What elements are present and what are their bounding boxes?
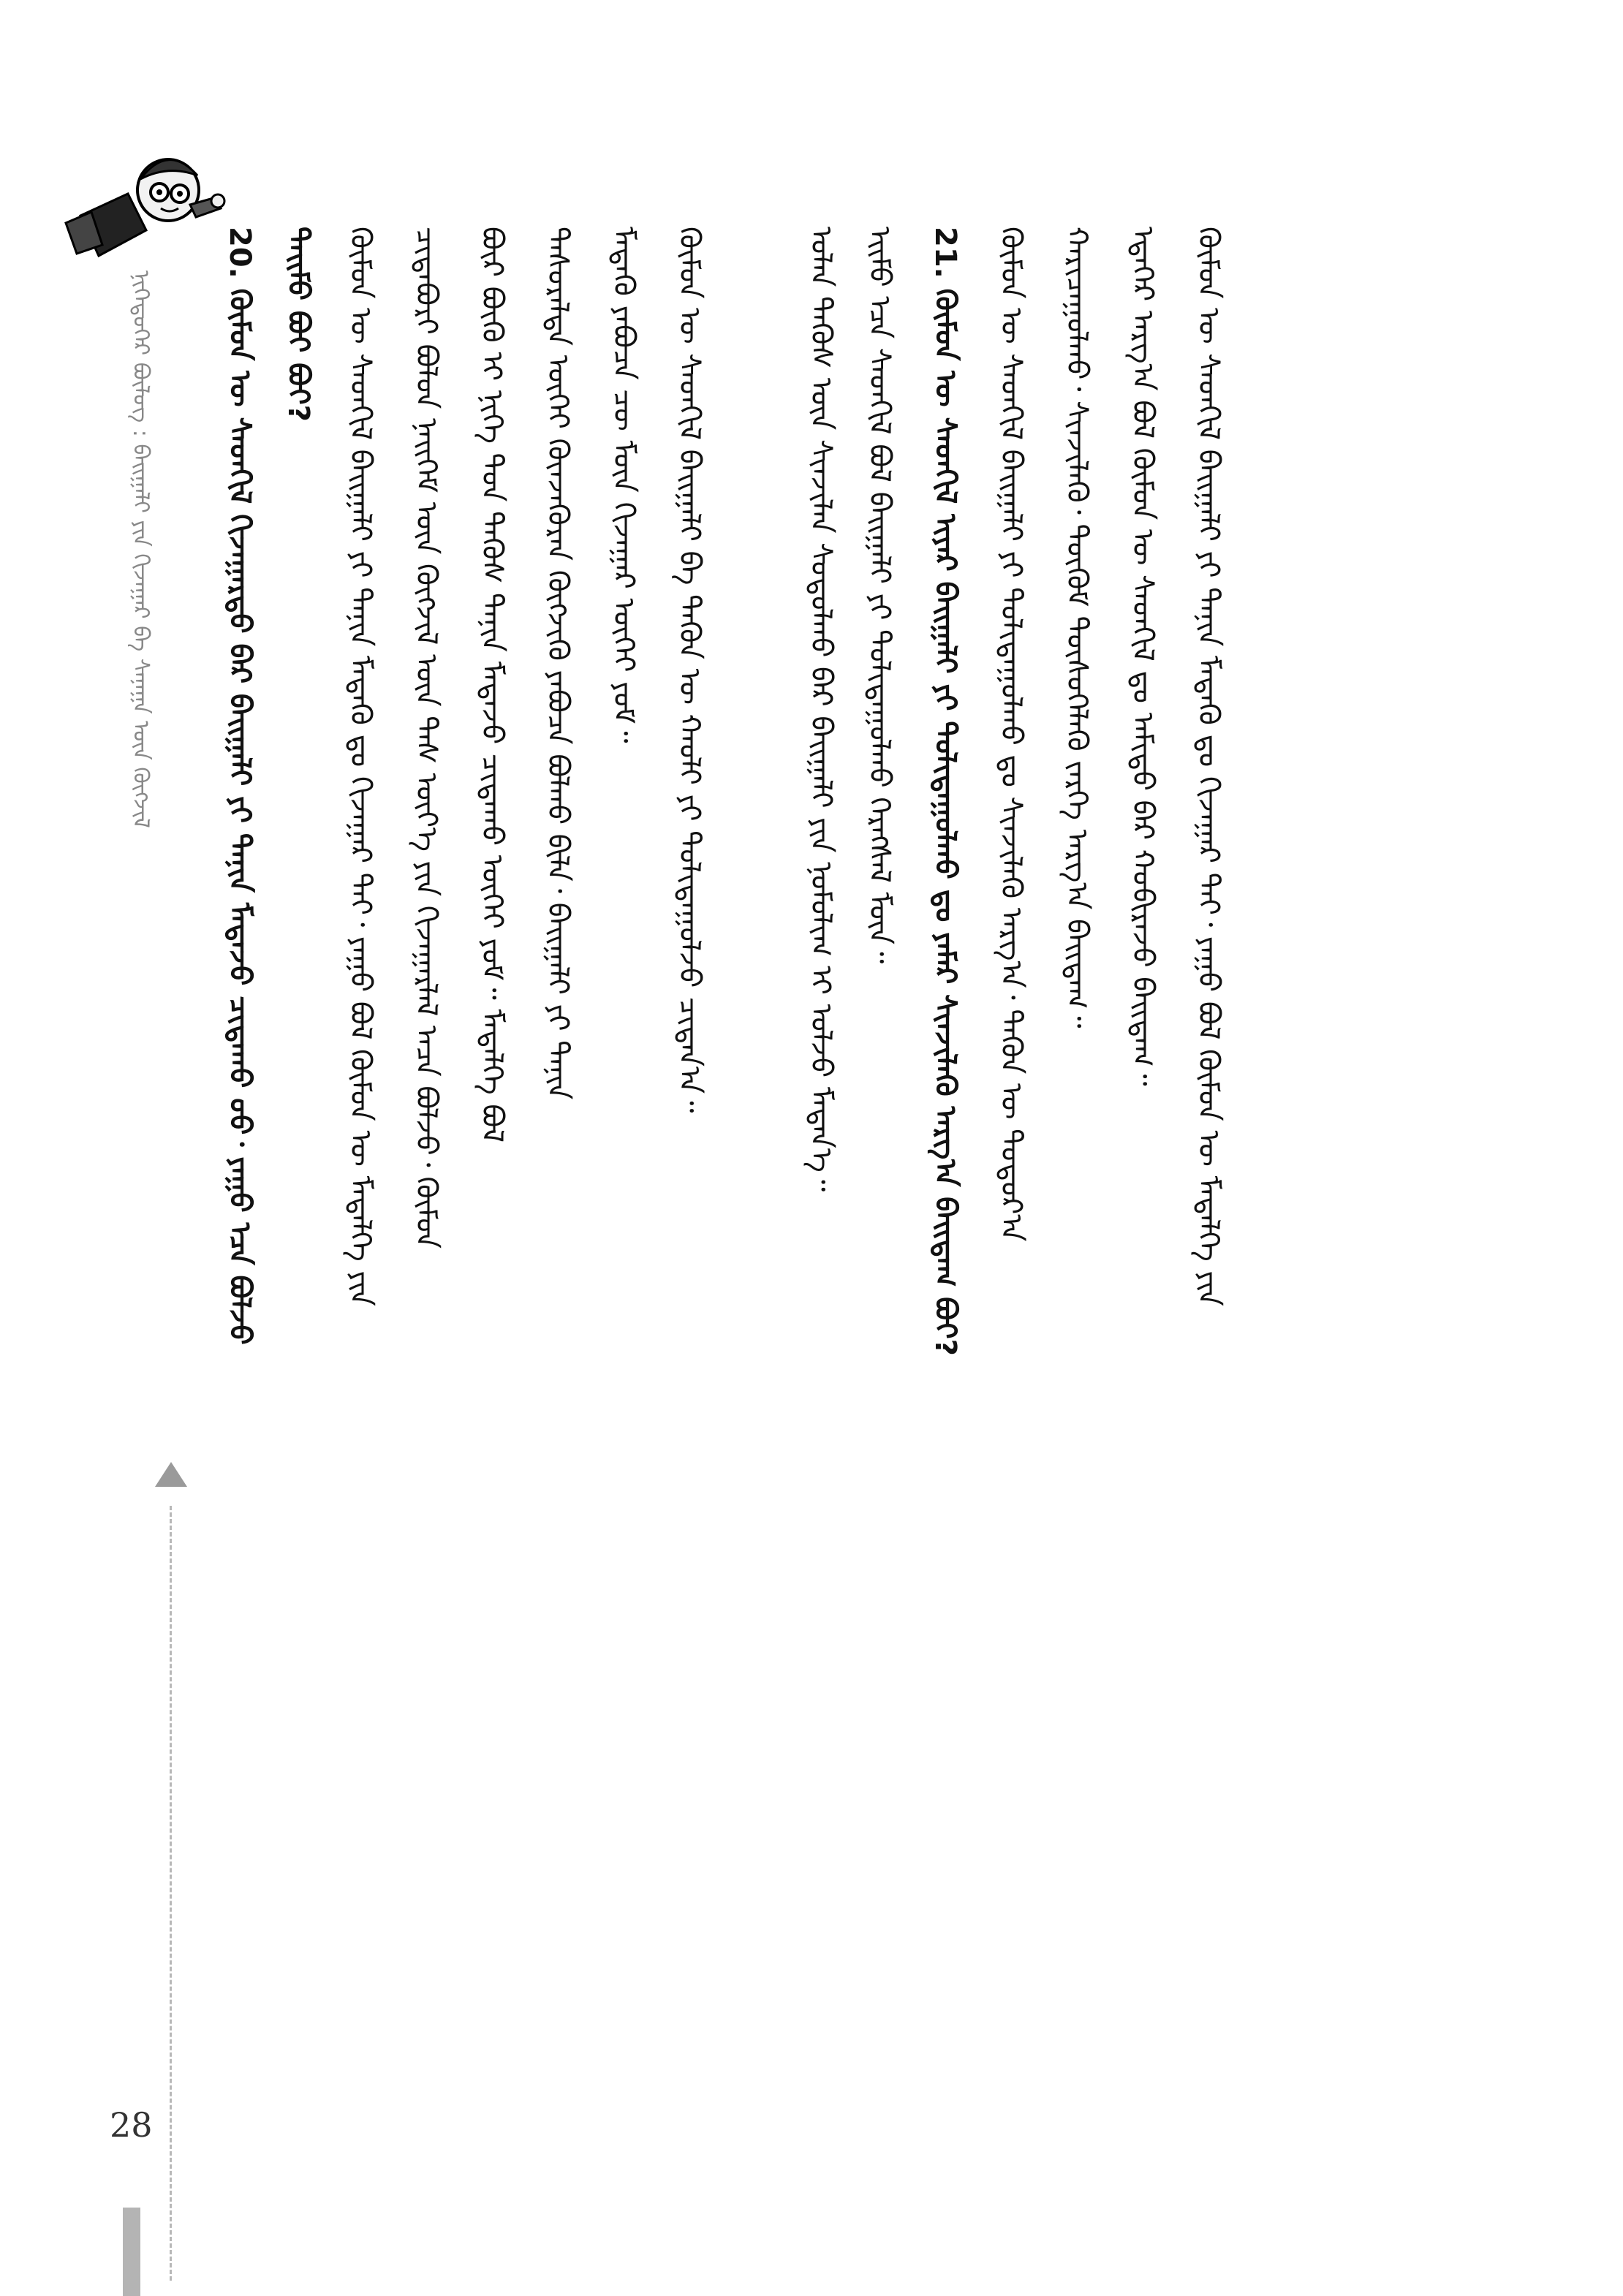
answer-20-line: ᠬᠦᠮᠦᠨ ᠦ ᠰᠡᠳᠬᠢᠯ ᠪᠠᠢᠭᠠᠯᠢ ᠶᠢ ᠲᠠᠨᠢᠨ ᠮᠡᠳᠡᠬᠦ ᠳᠤ ᠬᠢᠵᠠᠭᠠᠷ ᠲᠠᠢ᠂ ᠶᠠᠭᠤ ᠪᠣᠯ ᠬᠦᠮᠦᠨ ᠦ ᠮᠡᠳᠡᠯᠭᠡ ᠶᠢᠨ bbox=[344, 227, 377, 1306]
answer-20-line: ᠬᠦᠮᠦᠨ ᠦ ᠰᠡᠳᠬᠢᠯ ᠪᠠᠢᠭᠠᠯᠢ ᠪᠠ ᠲᠡᠭᠦᠨ ᠦ ᠬᠠᠤᠯᠢ ᠶᠢ ᠲᠤᠯᠢᠳᠠᠭᠤᠯᠵᠤ ᠴᠢᠳᠠᠨ᠎ᠠ᠃ bbox=[673, 227, 706, 1113]
page-edge-bar bbox=[123, 2208, 140, 2296]
answer-21-line: ᠬᠦᠮᠦᠨ ᠦ ᠰᠡᠳᠬᠢᠯ ᠪᠠᠢᠭᠠᠯᠢ ᠶᠢ ᠲᠠᠨᠢᠨ ᠮᠡᠳᠡᠬᠦ ᠳᠤ ᠬᠢᠵᠠᠭᠠᠷ ᠲᠠᠢ᠂ ᠶᠠᠭᠤ ᠪᠣᠯ ᠬᠦᠮᠦᠨ ᠦ ᠮᠡᠳᠡᠯᠭᠡ ᠶᠢᠨ bbox=[1192, 227, 1225, 1306]
flying-boy-mascot-icon bbox=[58, 135, 227, 274]
sidebar-divider bbox=[170, 1506, 172, 2281]
answer-20-line: ᠴᠢᠳᠠᠪᠤᠷᠢ ᠪᠣᠯᠤᠨ ᠨᠡᠢᠭᠡᠮ ᠦᠨ ᠬᠦᠭᠵᠢᠯ ᠦᠨ ᠳᠡᠰ ᠦᠶ᠎ᠡ ᠶᠢᠨ ᠬᠢᠵᠠᠭᠠᠷᠯᠠᠯ ᠠᠴᠠ ᠪᠣᠯᠵᠤ᠂ ᠬᠦᠮᠦᠨ bbox=[409, 227, 443, 1249]
question-21 bbox=[925, 227, 966, 2186]
answer-21-line: ᠡᠳᠡᠭᠡᠷ ᠠᠷᠭ᠎ᠠ ᠪᠣᠯ ᠬᠦᠮᠦᠨ ᠦ ᠰᠡᠳᠬᠢᠯ ᠳᠤ ᠠᠮᠢᠳᠤ ᠪᠡᠷ ᠬᠤᠪᠢᠷᠠᠵᠤ ᠪᠠᠢᠳᠠᠭ᠃ bbox=[1126, 227, 1159, 1086]
answer-21-line: ᠣᠯᠠᠨ ᠲᠡᠭᠦᠰ ᠦᠨ ᠰᠢᠨᠵᠢᠯᠡᠨ ᠰᠤᠳᠤᠯᠬᠤ ᠪᠠᠷ ᠪᠠᠢᠭᠠᠯᠢ ᠶᠢᠨ ᠨᠣᠮᠤᠯᠢᠭ ᠢ ᠤᠯᠵᠤ ᠮᠡᠳᠡᠨ᠎ᠡ᠃ bbox=[804, 227, 838, 1192]
chapter-label: ᠨᠢᠭᠡᠳᠦᠭᠡᠷ ᠪᠦᠯᠦᠭ : ᠪᠠᠢᠭᠠᠯᠢ ᠶᠢᠨ ᠬᠢᠵᠠᠭᠠᠷ ᠪᠠ ᠰᠠᠨᠠᠭᠠ ᠦᠨ ᠬᠦᠭᠵᠢᠯ bbox=[128, 270, 154, 828]
answer-21-line: ᠬᠠᠷᠢᠴᠠᠭᠤᠯᠬᠤ᠂ ᠰᠢᠨᠵᠢᠯᠡᠬᠦ᠂ ᠳᠦᠭᠦᠮ ᠳᠦᠰᠦᠭᠡᠯᠡᠬᠦ ᠵᠡᠷᠭᠡ ᠠᠷᠭ᠎ᠠ ᠪᠠᠢᠳᠠᠭ᠃ bbox=[1060, 227, 1094, 1028]
answer-20-line: ᠪᠦᠷ ᠪᠦᠬᠦ ᠢ ᠨᠢᠭᠡ ᠳᠤᠨ ᠲᠡᠭᠦᠰ ᠲᠠᠨᠢᠨ ᠮᠡᠳᠡᠵᠦ ᠴᠢᠳᠠᠬᠤ ᠦᠭᠡᠢ ᠶᠤᠮ᠃ ᠮᠡᠳᠡᠯᠭᠡ ᠪᠣᠯ bbox=[475, 227, 509, 1143]
question-21-text: ᠬᠦᠮᠦᠨ ᠦ ᠰᠡᠳᠬᠢᠯ ᠢᠶᠡᠷ ᠪᠠᠢᠭᠠᠯᠢ ᠶᠢ ᠲᠤᠯᠢᠳᠠᠭᠤᠯᠬᠤ ᠳᠤ ᠶᠠᠮᠠᠷ ᠰᠢᠨᠵᠢᠯᠡᠬᠦ ᠠᠷᠭ᠎ᠠ ᠪᠠᠢᠳᠠᠭ ᠪᠤᠢ? bbox=[928, 288, 962, 1356]
answer-20-line: ᠲᠠᠰᠤᠷᠠᠯᠲᠠ ᠦᠭᠡᠢ ᠭᠦᠨᠵᠡᠭᠦᠷᠡᠨ ᠬᠦᠭᠵᠢᠬᠦ ᠶᠠᠪᠤᠴᠠ ᠪᠣᠯᠬᠤ ᠪᠢᠯᠡ᠂ ᠪᠠᠢᠭᠠᠯᠢ ᠶᠢ ᠲᠠᠨᠢᠨ bbox=[541, 227, 575, 1100]
answer-21-line: ᠡᠢᠮᠦ ᠡᠴᠡ ᠰᠡᠳᠬᠢᠯ ᠪᠣᠯ ᠪᠠᠢᠭᠠᠯᠢ ᠶᠢ ᠲᠤᠯᠢᠳᠠᠭᠤᠯᠬᠤ ᠬᠡᠷᠡᠭᠰᠡᠯ ᠮᠥᠨ᠃ bbox=[863, 227, 896, 964]
page-number: 28 bbox=[110, 2105, 153, 2145]
chevron-up-icon bbox=[155, 1462, 187, 1487]
question-21-number: 21. bbox=[928, 227, 962, 279]
answer-21-line: ᠬᠦᠮᠦᠨ ᠦ ᠰᠡᠳᠬᠢᠯ ᠪᠠᠢᠭᠠᠯᠢ ᠶᠢ ᠲᠤᠯᠢᠳᠠᠭᠤᠯᠬᠤ ᠳᠤ ᠰᠢᠨᠵᠢᠯᠡᠬᠦ ᠠᠷᠭ᠎ᠠ᠂ ᠲᠡᠭᠦᠨ ᠦ ᠳᠣᠲᠣᠷ᠎ᠠ bbox=[994, 227, 1028, 1242]
question-20-continuation: ᠲᠡᠢᠮᠦ ᠪᠤᠢ ᠪᠤᠢ? bbox=[281, 227, 315, 422]
answer-20-line: ᠮᠡᠳᠡᠬᠦ ᠶᠠᠪᠤᠴᠠ ᠴᠦ ᠮᠦᠨ ᠬᠢᠵᠠᠭᠠᠷ ᠦᠭᠡᠢ ᠶᠤᠮ᠃ bbox=[607, 227, 640, 743]
question-20 bbox=[219, 227, 260, 2186]
question-20-text: ᠬᠦᠮᠦᠨ ᠦ ᠰᠡᠳᠬᠢᠯ ᠬᠢᠵᠠᠭᠠᠷᠲᠤ ᠪᠡᠷ ᠪᠠᠢᠭᠠᠯᠢ ᠶᠢ ᠲᠠᠨᠢᠨ ᠮᠡᠳᠡᠵᠦ ᠴᠢᠳᠠᠬᠤ ᠤᠤ᠂ ᠶᠠᠭᠤ ᠡᠴᠡ ᠪᠣᠯᠵᠤ bbox=[223, 288, 257, 1345]
question-20-number: 20. bbox=[223, 227, 257, 279]
